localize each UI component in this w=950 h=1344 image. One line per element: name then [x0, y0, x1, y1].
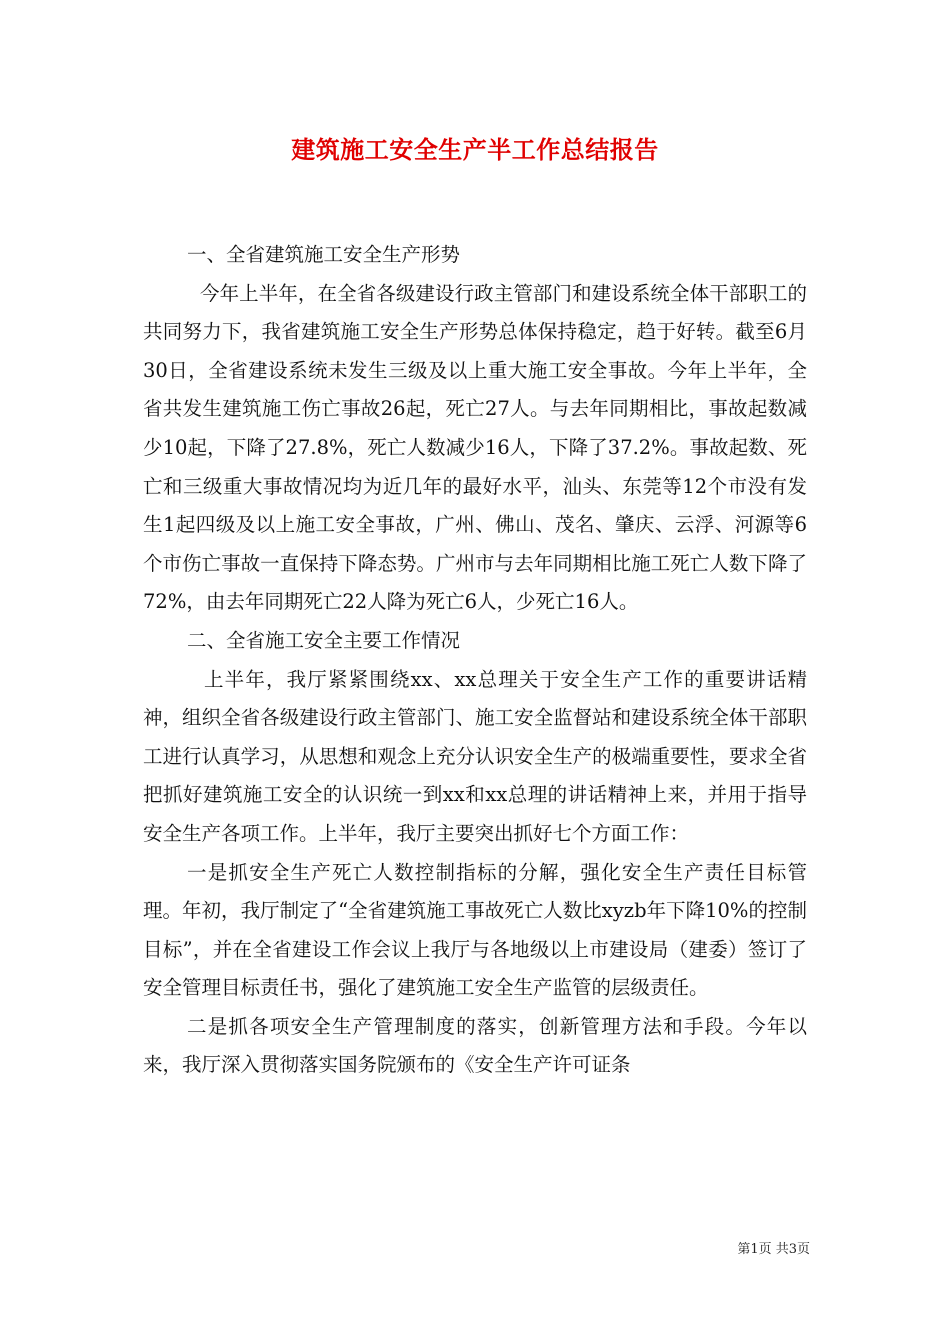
paragraph-4: 二是抓各项安全生产管理制度的落实，创新管理方法和手段。今年以来，我厅深入贯彻落实国务院颁布的《安全生产许可证条 [143, 1014, 807, 1077]
paragraph-3: 一是抓安全生产死亡人数控制指标的分解，强化安全生产责任目标管理。年初，我厅制定了“全省建筑施工事故死亡人数比xyzb年下降10%的控制目标”，并在全省建设工作会议上我厅与各地级以上市建设局（建委）签订了安全管理目标责任书，强化了建筑施工安全生产监管的层级责任。 [143, 860, 807, 1000]
section-heading-2: 二、全省施工安全主要工作情况 [187, 628, 461, 652]
document-body [143, 236, 807, 1085]
paragraph-2: 上半年，我厅紧紧围绕xx、xx总理关于安全生产工作的重要讲话精神，组织全省各级建设行政主管部门、施工安全监督站和建设系统全体干部职工进行认真学习，从思想和观念上充分认识安全生产的极端重要性，要求全省把抓好建筑施工安全的认识统一到xx和xx总理的讲话精神上来，并用于指导安全生产各项工作。上半年，我厅主要突出抓好七个方面工作： [143, 667, 807, 845]
page-number: 第1页 共3页 [737, 1242, 810, 1257]
section-heading-1: 一、全省建筑施工安全生产形势 [187, 243, 461, 266]
paragraph-1: 今年上半年，在全省各级建设行政主管部门和建设系统全体干部职工的共同努力下，我省建筑施工安全生产形势总体保持稳定，趋于好转。截至6月30日，全省建设系统未发生三级及以上重大施工安全事故。今年上半年，全省共发生建筑施工伤亡事故26起，死亡27人。与去年同期相比，事故起数减少10起，下降了27.8%，死亡人数减少16人，下降了37.2%。事故起数、死亡和三级重大事故情况均为近几年的最好水平，汕头、东莞等12个市没有发生1起四级及以上施工安全事故，广州、佛山、茂名、肇庆、云浮、河源等6个市伤亡事故一直保持下降态势。广州市与去年同期相比施工死亡人数下降了72%，由去年同期死亡22人降为死亡6人，少死亡16人。 [143, 281, 807, 614]
document-title: 建筑施工安全生产半工作总结报告 [291, 135, 659, 164]
